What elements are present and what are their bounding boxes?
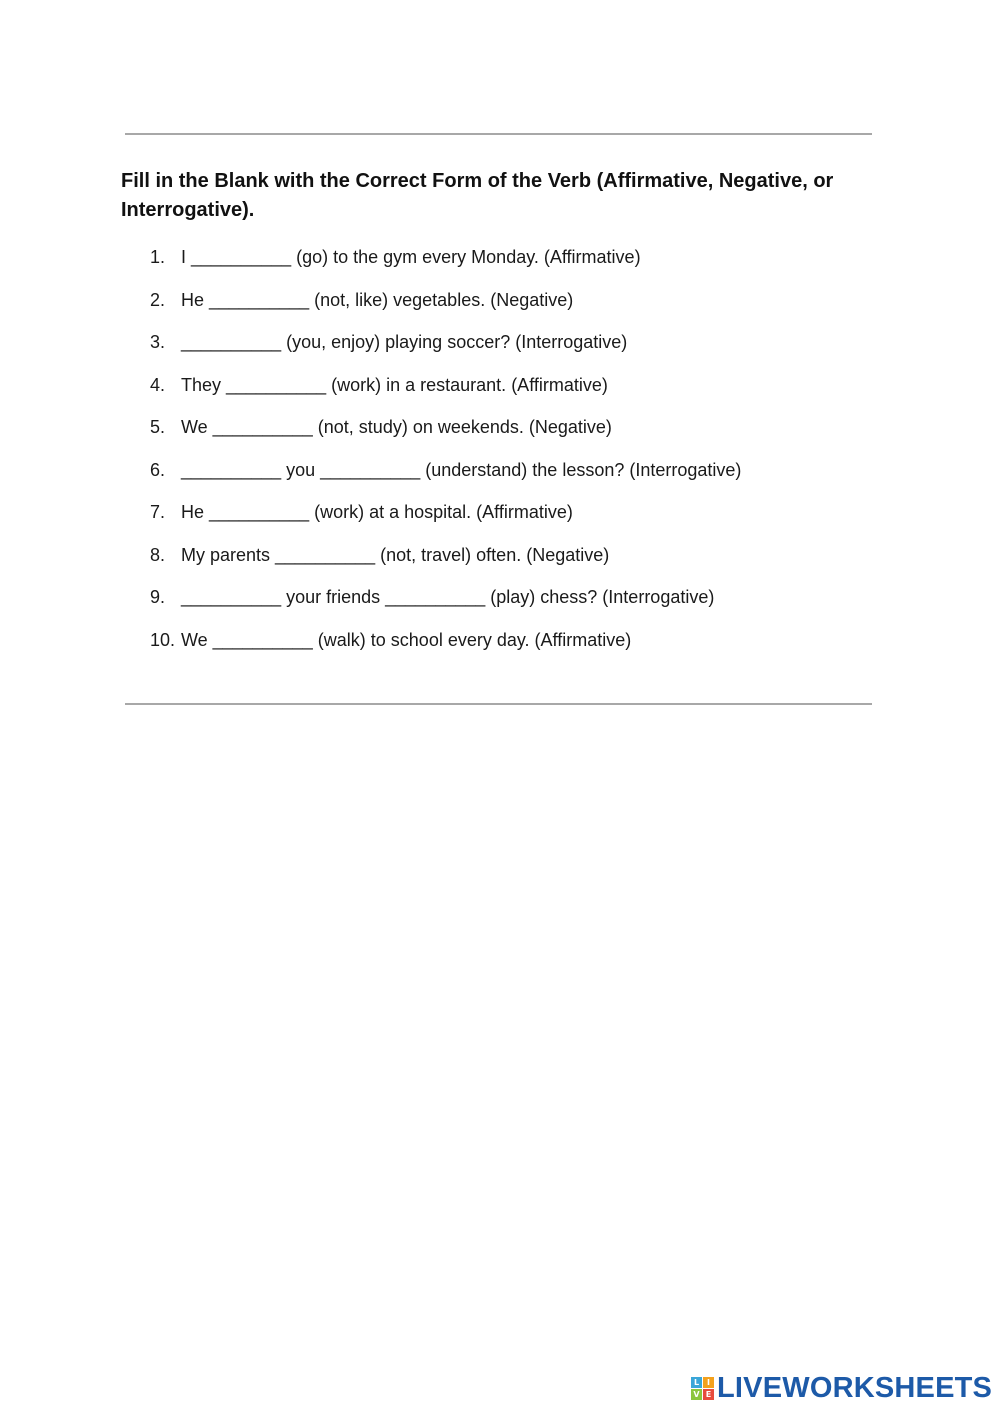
live-blocks-icon bbox=[691, 1377, 714, 1400]
question-text: I __________ (go) to the gym every Monday. (Affirmative) bbox=[181, 247, 641, 267]
bottom-divider bbox=[125, 703, 872, 705]
question-number: 4. bbox=[150, 374, 166, 395]
question-text: My parents __________ (not, travel) often. (Negative) bbox=[181, 544, 610, 565]
question-text: They __________ (work) in a restaurant. (Affirmative) bbox=[181, 374, 608, 395]
question-text: __________ your friends __________ (play) chess? (Interrogative) bbox=[181, 587, 715, 607]
logo-letter: E bbox=[703, 1389, 714, 1400]
question-text: __________ you __________ (understand) the lesson? (Interrogative) bbox=[181, 459, 742, 480]
question-text: He __________ (work) at a hospital. (Affirmative) bbox=[181, 502, 573, 522]
question-number: 8. bbox=[150, 544, 166, 565]
question-number: 7. bbox=[150, 502, 166, 522]
question-number: 5. bbox=[150, 417, 166, 437]
logo-letter: L bbox=[691, 1377, 702, 1388]
logo-letter: I bbox=[703, 1377, 714, 1388]
question-number: 1. bbox=[150, 247, 166, 267]
question-text: He __________ (not, like) vegetables. (Negative) bbox=[181, 289, 574, 310]
question-text: We __________ (not, study) on weekends. (Negative) bbox=[181, 417, 612, 437]
liveworksheets-logo[interactable] bbox=[691, 1373, 992, 1403]
question-number: 10. bbox=[150, 629, 176, 650]
question-number: 2. bbox=[150, 289, 166, 310]
question-text: We __________ (walk) to school every day. (Affirmative) bbox=[181, 629, 632, 650]
logo-letter: V bbox=[691, 1389, 702, 1400]
question-number: 3. bbox=[150, 332, 166, 352]
question-text: __________ (you, enjoy) playing soccer? (Interrogative) bbox=[181, 332, 628, 352]
brand-name: LIVEWORKSHEETS bbox=[717, 1371, 993, 1404]
question-number: 6. bbox=[150, 459, 166, 480]
question-number: 9. bbox=[150, 587, 166, 607]
worksheet-title: Fill in the Blank with the Correct Form of the Verb (Affirmative, Negative, or Interrogative). bbox=[121, 170, 834, 221]
top-divider bbox=[125, 133, 872, 135]
